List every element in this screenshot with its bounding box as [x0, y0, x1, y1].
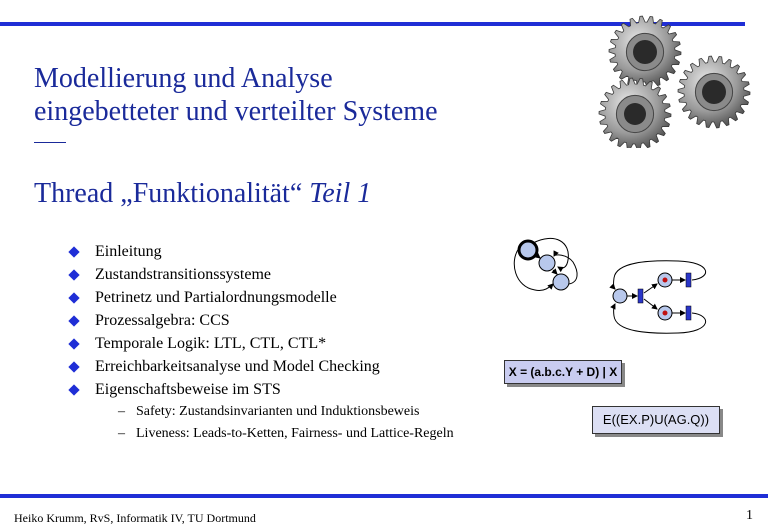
- formula-box-ctl: E((EX.P)U(AG.Q)): [592, 406, 720, 434]
- diamond-bullet-icon: [68, 246, 79, 257]
- dash-marker: –: [118, 404, 125, 419]
- state-transition-diagram: [505, 232, 585, 300]
- subtitle-italic: Teil 1: [309, 178, 372, 209]
- title-separator: [34, 142, 66, 143]
- bottom-rule: [0, 494, 768, 498]
- sub-bullet-text: Liveness: Leads-to-Ketten, Fairness- und Lattice-Regeln: [136, 426, 454, 441]
- title-line-1: Modellierung und Analyse: [34, 63, 333, 94]
- sub-bullet-item: [118, 404, 458, 420]
- petri-net-diagram: [608, 258, 716, 336]
- dash-marker: –: [118, 426, 125, 441]
- bullet-text: Zustandstransitionssysteme: [95, 266, 271, 283]
- diamond-bullet-icon: [68, 269, 79, 280]
- diamond-bullet-icon: [68, 315, 79, 326]
- bullet-text: Petrinetz und Partialordnungsmodelle: [95, 289, 337, 306]
- slide-title: [34, 62, 438, 128]
- sub-bullet-item: [118, 426, 458, 442]
- bullet-text: Eigenschaftsbeweise im STS: [95, 381, 281, 398]
- subtitle-main: Thread „Funktionalität“: [34, 178, 303, 209]
- sub-bullet-list: [118, 404, 458, 448]
- slide-subtitle: [34, 178, 371, 210]
- diamond-bullet-icon: [68, 361, 79, 372]
- bullet-item: [68, 378, 380, 401]
- diamond-bullet-icon: [68, 384, 79, 395]
- sub-bullet-text: Safety: Zustandsinvarianten und Induktionsbeweis: [136, 404, 420, 419]
- bullet-item: [68, 240, 380, 263]
- diamond-bullet-icon: [68, 338, 79, 349]
- page-number: 1: [746, 508, 753, 523]
- bullet-item: [68, 286, 380, 309]
- bullet-text: Erreichbarkeitsanalyse und Model Checking: [95, 358, 380, 375]
- gears-image: [583, 14, 753, 148]
- diamond-bullet-icon: [68, 292, 79, 303]
- bullet-text: Einleitung: [95, 243, 162, 260]
- bullet-list: [68, 240, 380, 401]
- title-line-2: eingebetteter und verteilter Systeme: [34, 96, 438, 127]
- bullet-item: [68, 355, 380, 378]
- footer-text: Heiko Krumm, RvS, Informatik IV, TU Dortmund: [14, 511, 256, 525]
- bullet-item: [68, 332, 380, 355]
- bullet-text: Prozessalgebra: CCS: [95, 312, 230, 329]
- bullet-item: [68, 309, 380, 332]
- formula-box-ccs: X = (a.b.c.Y + D) | X: [504, 360, 622, 384]
- bullet-item: [68, 263, 380, 286]
- bullet-text: Temporale Logik: LTL, CTL, CTL*: [95, 335, 327, 352]
